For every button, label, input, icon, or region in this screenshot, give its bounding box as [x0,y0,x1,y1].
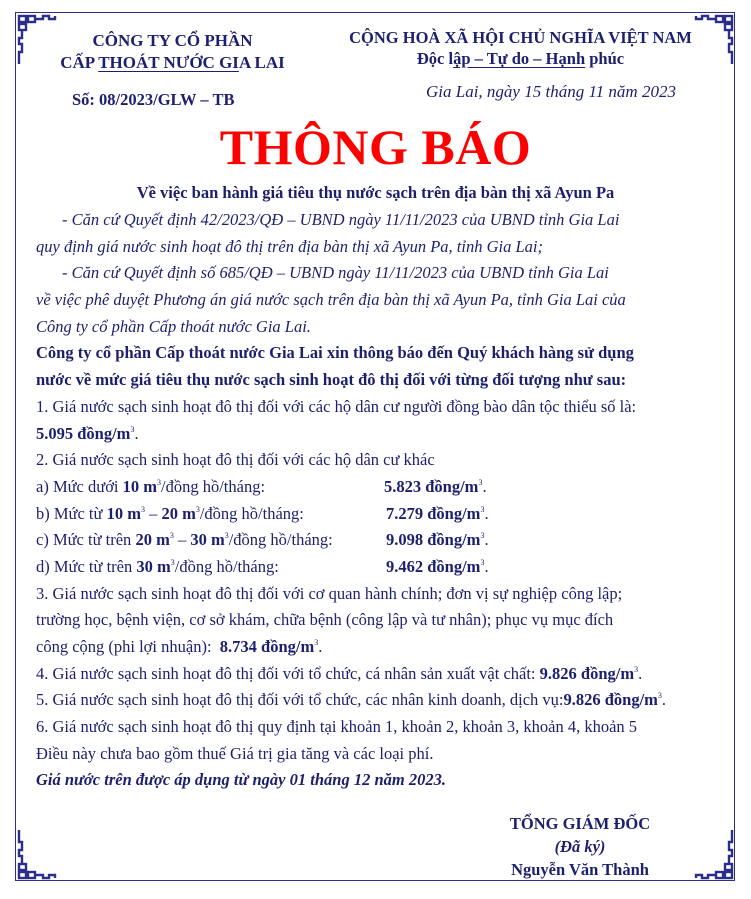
legal-basis-1-line-2: quy định giá nước sinh hoạt đô thị trên địa bàn thị xã Ayun Pa, tỉnh Gia Lai; [36,236,543,256]
legal-basis-2-line-2: về việc phê duyệt Phương án giá nước sạch trên địa bàn thị xã Ayun Pa, tỉnh Gia Lai của [36,290,626,310]
item-1-price [36,421,736,448]
document-number: Số: 08/2023/GLW – TB [72,90,235,109]
tier-c [36,527,736,554]
period: . [484,503,489,523]
tier-b [36,501,736,528]
announcement-line-1: Công ty cổ phần Cấp thoát nước Gia Lai xin thông báo đến Quý khách hàng sử dụng [36,343,634,363]
tier-a-price-value: 5.823 đồng/m [384,476,479,496]
item-5-price: 9.826 đồng/m [563,690,658,710]
tier-a-price [384,474,487,501]
nation-line-2-suffix: phúc [585,49,625,68]
tier-b-price-value: 7.279 đồng/m [386,503,481,523]
corner-ornament-bottom-right-icon [692,828,734,880]
period: . [484,530,489,550]
period: . [638,663,643,683]
company-line-2-suffix: A LAI [238,53,285,72]
item-3-label: công cộng (phi lợi nhuận): [36,637,220,656]
unit-superscript: 3 [169,531,174,541]
dash: – [173,530,191,550]
tier-a [36,474,736,501]
item-6-line-2: Điều này chưa bao gồm thuế Giá trị gia tăng và các loại phí. [36,743,434,763]
unit-superscript: 3 [634,664,639,674]
tier-d-suffix: /đồng hồ/tháng: [174,556,279,576]
tier-a-volume: 10 m [122,476,158,496]
tier-c-price [386,527,489,554]
period: . [134,423,139,443]
tier-b-suffix: /đồng hồ/tháng: [199,503,304,523]
nation-line-2 [318,48,723,69]
unit-superscript: 3 [480,504,485,514]
unit-superscript: 3 [170,557,175,567]
document-subject: Về việc ban hành giá tiêu thụ nước sạch trên địa bàn thị xã Ayun Pa [136,183,615,202]
item-4 [36,661,736,688]
item-3-line-1: 3. Giá nước sạch sinh hoạt đô thị đối với cơ quan hành chính; đơn vị sự nghiệp công lập; [36,583,623,603]
period: . [484,556,489,576]
legal-basis-2-line-1: - Căn cứ Quyết định số 685/QĐ – UBND ngày 11/11/2023 của UBND tỉnh Gia Lai [62,263,609,283]
legal-basis-1-line-1: - Căn cứ Quyết định 42/2023/QĐ – UBND ngày 11/11/2023 của UBND tỉnh Gia Lai [62,210,620,229]
item-3-price: 8.734 đồng/m [219,637,315,656]
signer-name: Nguyễn Văn Thành [511,860,649,879]
signature-status: (Đã ký) [554,837,606,856]
unit-superscript: 3 [130,424,135,434]
tier-c-prefix: c) Mức từ trên [36,530,136,550]
company-line-1: CÔNG TY CỔ PHẦN [92,31,253,50]
company-name [40,30,305,74]
unit-superscript: 3 [478,477,483,487]
item-5-label: 5. Giá nước sạch sinh hoạt đô thị đối với tổ chức, các nhân kinh doanh, dịch vụ: [36,690,564,710]
company-line-2-prefix: CẤP [60,53,99,72]
item-3-line-3 [36,634,736,661]
company-line-2-underlined: THOÁT NƯỚC GI [98,53,239,72]
signature-block [480,812,680,881]
unit-superscript: 3 [480,557,485,567]
tier-d-price-value: 9.462 đồng/m [386,556,481,576]
unit-superscript: 3 [224,531,229,541]
tier-d-volume: 30 m [136,556,171,576]
item-5 [36,687,736,714]
tier-c-volume-from: 20 m [135,530,170,550]
signer-position: TỔNG GIÁM ĐỐC [509,814,651,833]
item-1-text: 1. Giá nước sạch sinh hoạt đô thị đối với các hộ dân cư người đồng bào dân tộc thiểu số là: [36,396,637,416]
legal-basis-2-line-3: Công ty cổ phần Cấp thoát nước Gia Lai. [36,316,311,336]
unit-superscript: 3 [140,504,145,514]
tier-d [36,554,736,581]
item-2-text: 2. Giá nước sạch sinh hoạt đô thị đối với các hộ dân cư khác [36,450,435,470]
effective-date: Giá nước trên được áp dụng từ ngày 01 tháng 12 năm 2023. [36,770,446,790]
national-motto [318,27,723,69]
period: . [318,637,323,656]
company-line-2 [40,52,305,74]
document-title: THÔNG BÁO [219,119,532,175]
corner-ornament-bottom-left-icon [17,828,59,880]
tier-d-price [386,554,489,581]
tier-a-suffix: /đồng hồ/tháng: [161,476,266,496]
nation-line-1: CỘNG HOÀ XÃ HỘI CHỦ NGHĨA VIỆT NAM [349,28,692,47]
tier-b-prefix: b) Mức từ [36,503,107,523]
tier-d-prefix: d) Mức từ trên [36,556,137,576]
nation-line-2-underlined: ập – Tự do – Hạnh [453,49,586,68]
nation-line-2-prefix: Độc l [416,49,454,68]
unit-superscript: 3 [314,638,319,647]
tier-c-volume-to: 30 m [190,530,225,550]
period: . [661,690,667,710]
tier-a-prefix: a) Mức dưới [36,476,123,496]
unit-superscript: 3 [480,531,485,541]
unit-superscript: 3 [157,477,162,487]
unit-superscript: 3 [657,691,662,701]
dash: – [144,503,162,523]
item-4-label: 4. Giá nước sạch sinh hoạt đô thị đối với tổ chức, cá nhân sản xuất vật chất: [36,663,540,683]
document-body [36,207,736,794]
unit-superscript: 3 [195,504,200,514]
period: . [482,476,487,496]
item-4-price: 9.826 đồng/m [539,663,635,683]
item-6-line-1: 6. Giá nước sạch sinh hoạt đô thị quy định tại khoản 1, khoản 2, khoản 3, khoản 4, khoản 5 [36,717,638,737]
tier-c-suffix: /đồng hồ/tháng: [228,530,333,550]
tier-b-price [386,501,489,528]
place-date: Gia Lai, ngày 15 tháng 11 năm 2023 [426,82,676,101]
tier-b-volume-to: 20 m [161,503,196,523]
item-1-price-value: 5.095 đồng/m [36,423,131,443]
tier-c-price-value: 9.098 đồng/m [386,530,481,550]
item-3-line-2: trường học, bệnh viện, cơ sở khám, chữa bệnh (công lập và tư nhân); phục vụ mục đích [36,610,614,630]
announcement-line-2: nước về mức giá tiêu thụ nước sạch sinh hoạt đô thị đối với từng đối tượng như sau: [36,370,627,390]
tier-b-volume-from: 10 m [106,503,141,523]
